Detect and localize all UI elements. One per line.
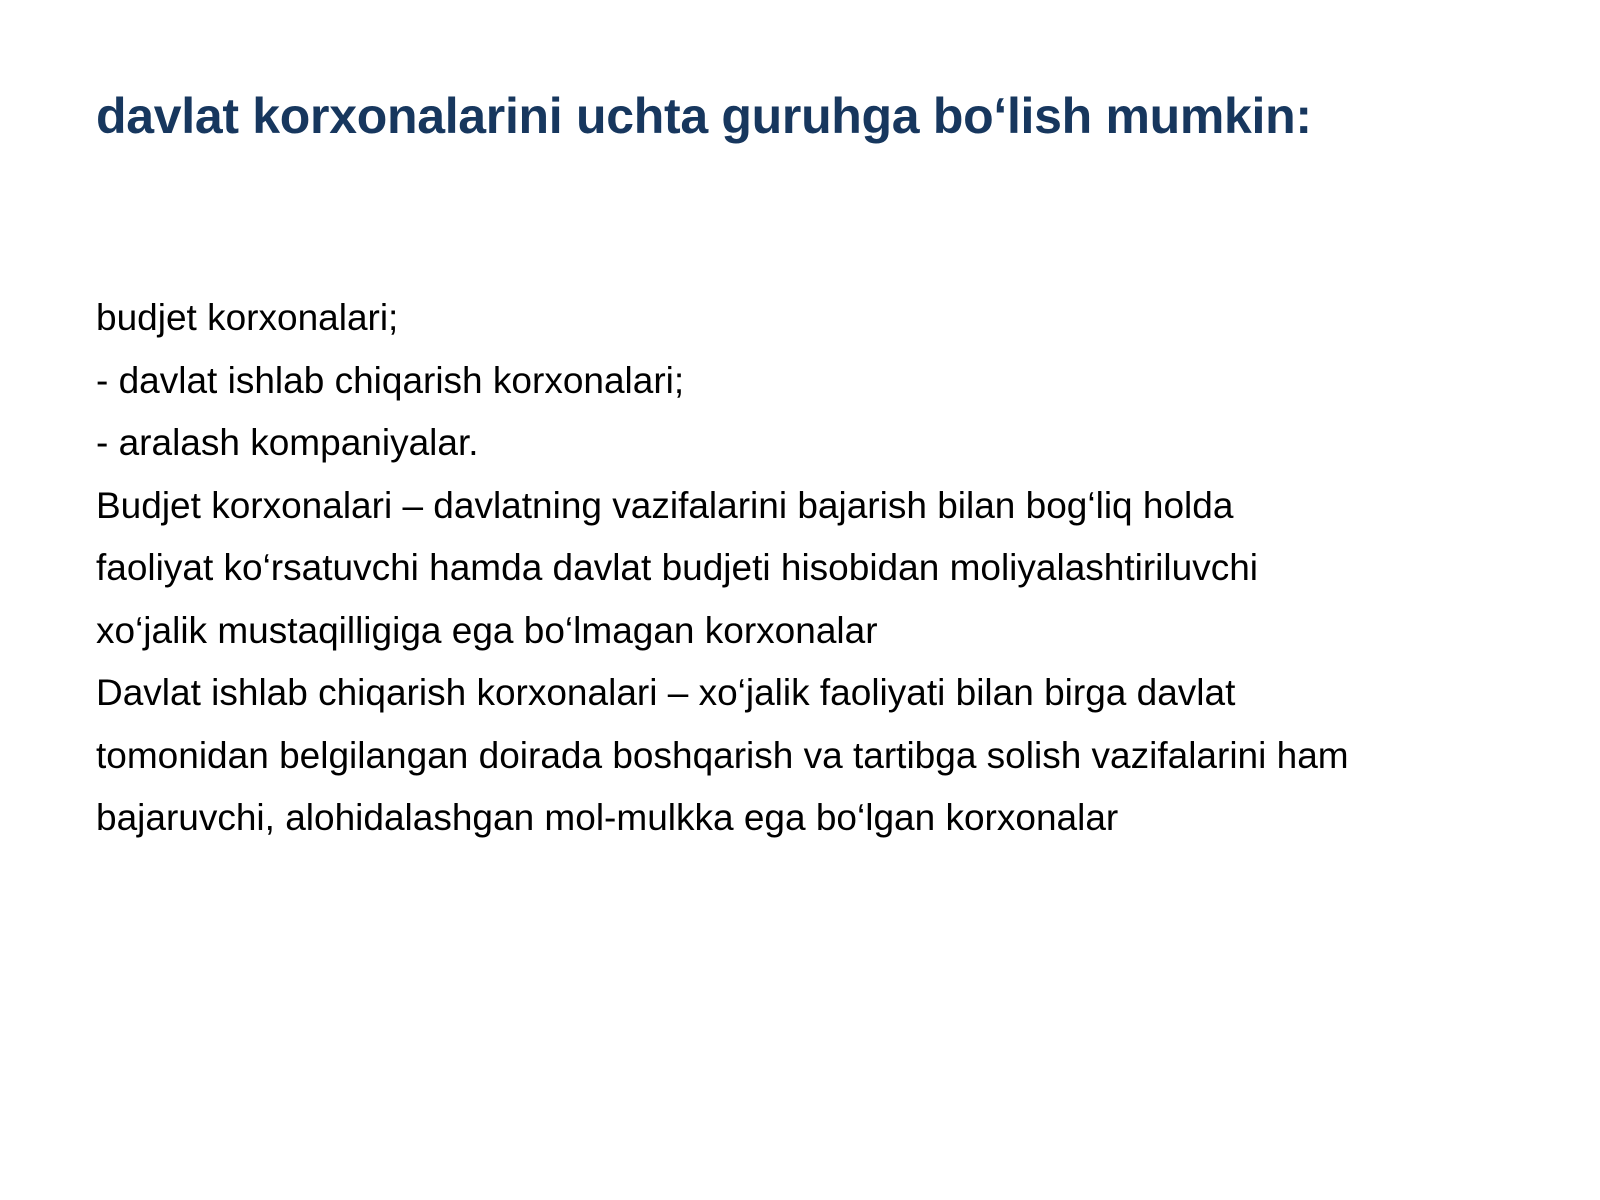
body-line: xo‘jalik mustaqilligiga ega bo‘lmagan korxonalar <box>96 609 878 651</box>
body-line: tomonidan belgilangan doirada boshqarish va tartibga solish vazifalarini ham <box>96 734 1349 776</box>
body-line: Davlat ishlab chiqarish korxonalari – xo‘jalik faoliyati bilan birga davlat <box>96 672 1236 713</box>
body-line: - davlat ishlab chiqarish korxonalari; <box>96 359 685 401</box>
body-line: faoliyat ko‘rsatuvchi hamda davlat budjeti hisobidan moliyalashtiriluvchi <box>96 547 1258 588</box>
body-line: bajaruvchi, alohidalashgan mol-mulkka ega bo‘lgan korxonalar <box>96 797 1119 838</box>
body-line: - aralash kompaniyalar. <box>96 422 479 463</box>
body-line: budjet korxonalari; <box>96 297 399 338</box>
body-line: Budjet korxonalari – davlatning vazifalarini bajarish bilan bog‘liq holda <box>96 484 1234 526</box>
slide-body <box>96 287 1516 850</box>
slide-title: davlat korxonalarini uchta guruhga bo‘lish mumkin: <box>96 88 1312 144</box>
